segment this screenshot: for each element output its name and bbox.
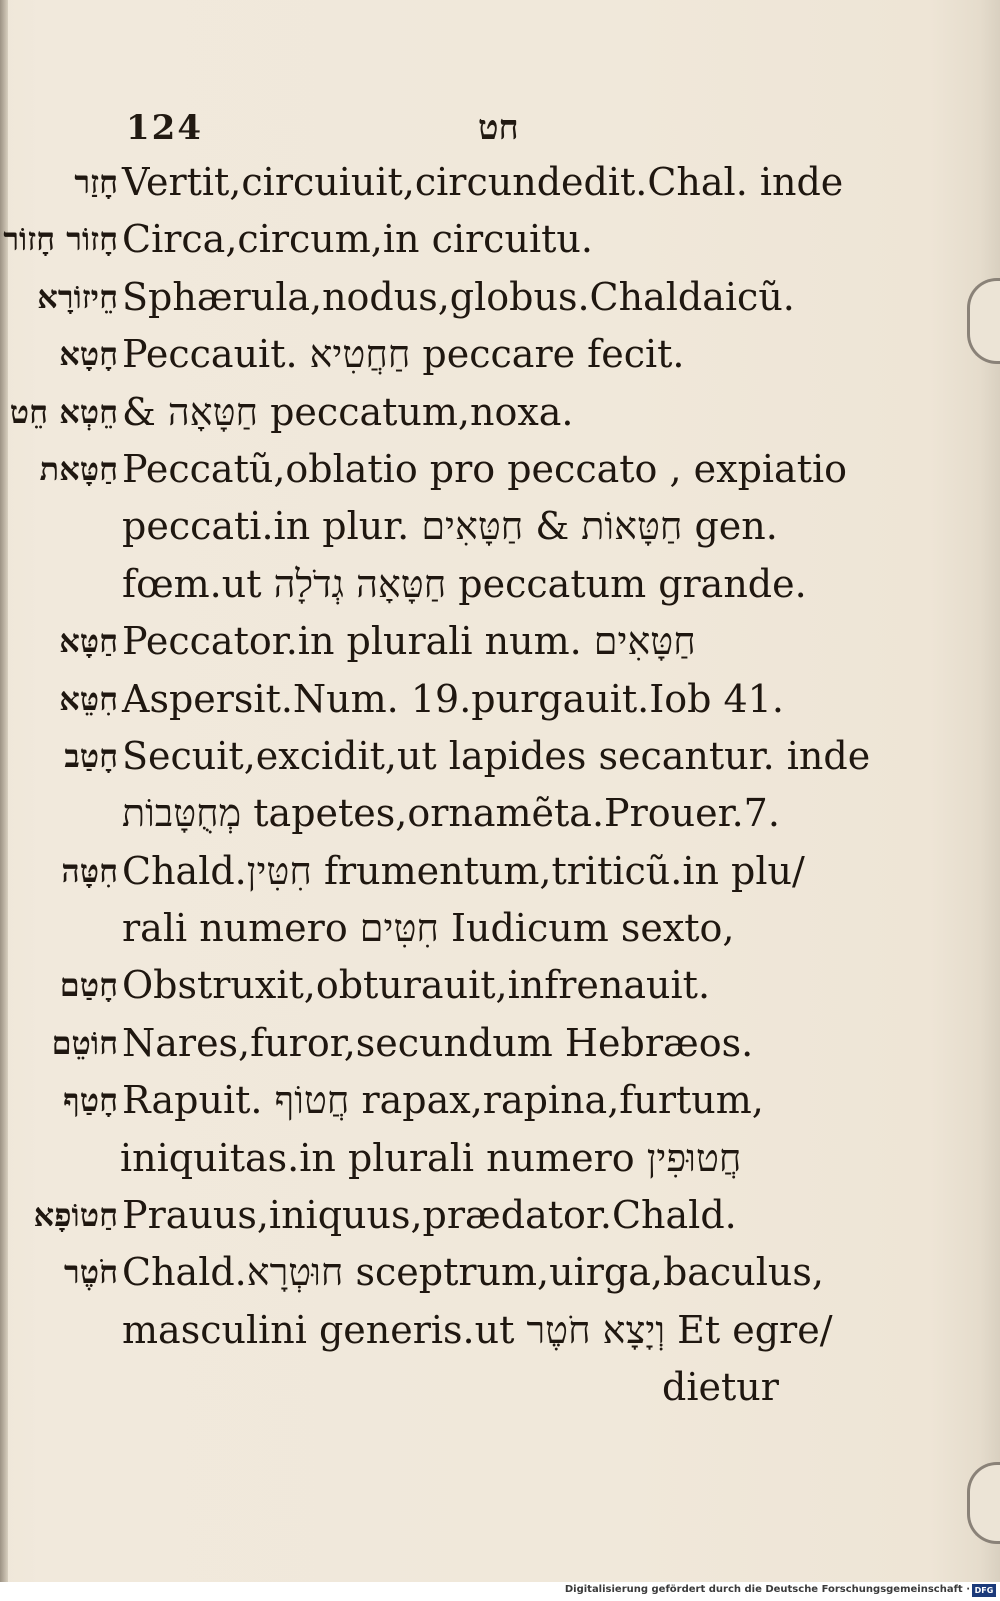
- running-head: חט: [478, 108, 519, 148]
- entry-line: [14, 1130, 794, 1187]
- entry-line: [14, 728, 871, 785]
- headword: חֵיזוֹרָא: [37, 277, 118, 316]
- digitization-footer: [0, 1582, 1000, 1601]
- entry-line: [14, 1072, 794, 1129]
- headword: חַטָּא: [59, 622, 118, 661]
- dictionary-entries: [3, 154, 871, 1417]
- headword: חַטוֹפָא: [33, 1196, 118, 1235]
- entry-line: [14, 441, 848, 498]
- entry-line: [9, 384, 794, 441]
- entry-line: [14, 498, 794, 555]
- entry-text: Rapuit. חֲטוֹף rapax,rapina,furtum,: [122, 1078, 764, 1123]
- entry-line: [14, 1302, 833, 1359]
- entry-line: [14, 843, 805, 900]
- entry-text: Prauus,iniquus,prædator.Chald.: [122, 1193, 737, 1238]
- entry-line: [14, 900, 794, 957]
- entry-text: & חַטָּאָה peccatum,noxa.: [122, 389, 574, 434]
- entry-text: מְחֻטָּבוֹת tapetes,ornamẽta.Prouer.7.: [122, 791, 780, 836]
- catchword: [14, 1359, 794, 1416]
- entry-text: Circa,circum,in circuitu.: [122, 217, 593, 262]
- headword: חָזוֹר חָזוֹר: [3, 220, 118, 259]
- entry-line: [14, 1187, 794, 1244]
- entry-line: [14, 1244, 824, 1301]
- entry-text: Chald.חִטִּין frumentum,triticũ.in plu/: [122, 848, 805, 893]
- entry-line: [14, 1015, 794, 1072]
- entry-text: Peccatũ,oblatio pro peccato , expiatio: [122, 446, 848, 491]
- entry-line: [14, 785, 794, 842]
- entry-line: [14, 269, 794, 326]
- entry-text: Chald.חוּטְרָא sceptrum,uirga,baculus,: [122, 1250, 824, 1295]
- catchword-text: dietur: [662, 1365, 779, 1410]
- headword: חָטַף: [63, 1081, 118, 1120]
- entry-line: [14, 556, 807, 613]
- credit-text: Digitalisierung gefördert durch die Deutsche Forschungsgemeinschaft ·: [564, 1584, 970, 1595]
- entry-text: fœm.ut חַטָּאָה גְדֹלָה peccatum grande.: [122, 561, 807, 606]
- entry-text: Secuit,excidit,ut lapides secantur. inde: [122, 733, 871, 778]
- headword: חֵטְא חֵט: [9, 392, 118, 431]
- headword: חִטָּה: [61, 851, 118, 890]
- entry-text: peccati.in plur. חַטָּאוֹת & חַטָּאִים gen.: [122, 504, 778, 549]
- entry-text: Peccator.in plurali num. חַטָּאִים: [122, 619, 696, 664]
- entry-text: masculini generis.ut וְיָצָא חֹטֶר Et egre/: [122, 1307, 833, 1352]
- headword: חָטָא: [59, 335, 118, 374]
- headword: חֹטֶר: [64, 1253, 118, 1292]
- entry-text: iniquitas.in plurali numero חֲטוּפִין: [120, 1135, 742, 1180]
- headword: חוֹטֵם: [51, 1023, 118, 1062]
- headword: חָטַם: [59, 966, 118, 1005]
- headword: חַטָּאת: [39, 449, 118, 488]
- page-header: [126, 108, 786, 152]
- entry-text: Aspersit.Num. 19.purgauit.Iob 41.: [122, 676, 784, 721]
- clasp-tab-top: [967, 278, 1000, 364]
- headword: חִטֵּא: [59, 679, 118, 718]
- entry-text: Vertit,circuiuit,circundedit.Chal. inde: [122, 160, 844, 204]
- entry-text: Nares,furor,secundum Hebræos.: [122, 1020, 754, 1065]
- entry-line: [14, 326, 794, 383]
- entry-text: Peccauit. חַחֲטִיא peccare fecit.: [122, 332, 685, 377]
- entry-line: [14, 671, 794, 728]
- headword: חָטַב: [64, 736, 118, 775]
- entry-text: rali numero חִטִּים Iudicum sexto,: [122, 906, 735, 951]
- entry-line: [14, 957, 794, 1014]
- folio-number: 124: [126, 108, 203, 148]
- headword: חָזַר: [74, 163, 118, 201]
- dfg-logo: DFG: [972, 1584, 996, 1597]
- entry-text: Obstruxit,obturauit,infrenauit.: [122, 963, 711, 1008]
- entry-text: Sphærula,nodus,globus.Chaldaicũ.: [122, 274, 795, 319]
- entry-line: [14, 613, 794, 670]
- clasp-tab-bottom: [967, 1462, 1000, 1544]
- entry-line: [14, 154, 844, 211]
- entry-line: [3, 211, 794, 268]
